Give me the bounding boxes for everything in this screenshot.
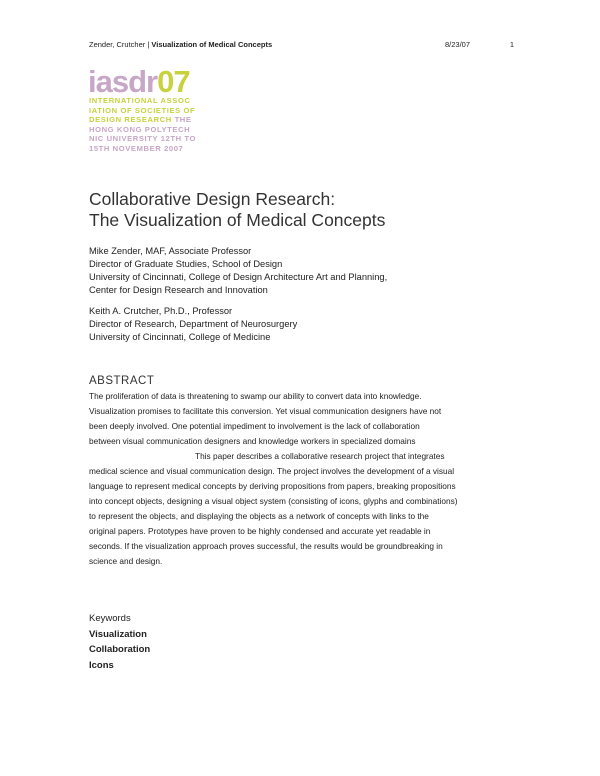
keyword-item: Visualization	[89, 628, 147, 640]
logo-wordmark-iasdr: iasdr	[88, 64, 158, 99]
author-1-name: Mike Zender, MAF, Associate Professor	[89, 246, 252, 256]
abstract-line-3: been deeply involved. One potential impediment to involvement is the lack of collaboration	[89, 421, 420, 431]
author-2-role: Director of Research, Department of Neurosurgery	[89, 319, 298, 329]
abstract-line-10: original papers. Prototypes have proven to be highly condensed and accurate yet readable in	[89, 526, 431, 536]
keyword-item: Icons	[89, 659, 114, 671]
logo-wordmark	[88, 64, 289, 99]
header-title: Visualization of Medical Concepts	[151, 40, 273, 49]
logo-line-4	[89, 125, 289, 135]
conference-logo	[88, 64, 289, 154]
abstract-line-8: into concept objects, designing a visual object system (consisting of icons, glyphs and combinations)	[89, 496, 458, 506]
keywords-heading: Keywords	[89, 613, 131, 624]
running-header	[89, 40, 514, 54]
author-1-role: Director of Graduate Studies, School of Design	[89, 259, 283, 269]
abstract-line-5: This paper describes a collaborative research project that integrates	[195, 451, 445, 461]
logo-line-1-text: INTERNATIONAL ASSOC	[89, 96, 191, 105]
header-authors-text: Zender, Crutcher |	[89, 40, 150, 49]
abstract-line-7: language to represent medical concepts by deriving propositions from papers, breaking propositions	[89, 481, 456, 491]
abstract-line-9: to represent the objects, and displaying the objects as a network of concepts with links to the	[89, 511, 429, 521]
logo-line-3	[89, 115, 289, 125]
logo-line-6	[89, 144, 289, 154]
logo-line-2	[89, 106, 289, 116]
logo-wordmark-year: 07	[157, 64, 190, 99]
paper-title	[89, 189, 385, 231]
logo-line-1	[89, 96, 289, 106]
abstract-line-6: medical science and visual communication design. The project involves the development of a visual	[89, 466, 455, 476]
abstract-line-4: between visual communication designers and knowledge workers in specialized domains	[89, 436, 416, 446]
keywords-section	[89, 611, 150, 673]
author-1-center: Center for Design Research and Innovation	[89, 285, 268, 295]
abstract-line-12: science and design.	[89, 556, 163, 566]
logo-line-3-text-a: DESIGN RESEARCH	[89, 115, 175, 125]
header-authors	[89, 40, 272, 49]
logo-line-2-text: IATION OF SOCIETIES OF	[89, 105, 196, 115]
header-date: 8/23/07	[445, 40, 471, 49]
author-2-affiliation: University of Cincinnati, College of Medicine	[89, 332, 271, 342]
abstract-body	[89, 389, 514, 569]
paper-title-line-1: Collaborative Design Research:	[89, 189, 336, 209]
page-number: 1	[509, 40, 514, 49]
logo-line-5-text: NIC UNIVERSITY 12TH TO	[89, 134, 197, 144]
keyword-item: Collaboration	[89, 644, 151, 655]
logo-line-3-text-b: THE	[174, 115, 192, 125]
abstract-line-11: seconds. If the visualization approach proves successful, the results would be groundbreaking in	[89, 541, 443, 551]
abstract-line-2: Visualization promises to facilitate this conversion. Yet visual communication designers have not	[89, 406, 442, 416]
logo-line-6-text: 15TH NOVEMBER 2007	[89, 143, 184, 153]
author-block-2	[89, 305, 297, 344]
author-1-affiliation: University of Cincinnati, College of Design Architecture Art and Planning,	[89, 272, 388, 282]
abstract-heading: ABSTRACT	[89, 375, 155, 387]
abstract-line-1: The proliferation of data is threatening to swamp our ability to convert data into knowledge.	[89, 391, 422, 401]
paper-title-line-2: The Visualization of Medical Concepts	[89, 210, 386, 230]
logo-line-5	[89, 134, 289, 144]
author-2-name: Keith A. Crutcher, Ph.D., Professor	[89, 306, 233, 316]
logo-line-4-text: HONG KONG POLYTECH	[89, 124, 191, 134]
author-block-1	[89, 245, 387, 297]
